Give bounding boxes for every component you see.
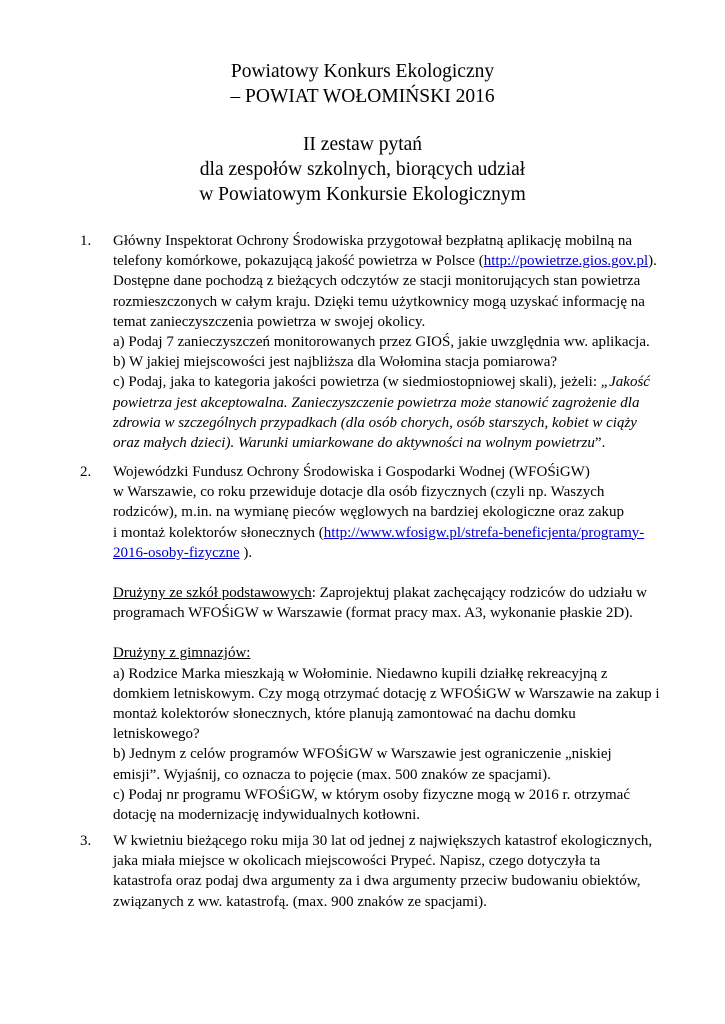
text-line: w Warszawie, co roku przewiduje dotacje dla osób fizycznych (czyli np. Waszych — [113, 484, 605, 501]
text-line: Wojewódzki Fundusz Ochrony Środowiska i Gospodarki Wodnej (WFOŚiGW) — [113, 464, 590, 480]
text-line: Dostępne dane pochodzą z bieżących odczytów ze stacji monitorujących stan powietrza — [113, 273, 641, 290]
text-fragment: ). — [239, 544, 253, 561]
primary-schools-task — [113, 583, 660, 603]
text-line: temat zanieczyszczenia powietrza w swojej okolicy. — [113, 313, 426, 330]
text-line — [113, 251, 660, 271]
text-line — [113, 543, 660, 563]
question-number: 3. — [80, 833, 92, 849]
text-line: programach WFOŚiGW w Warszawie (format pracy max. A3, wykonanie płaskie 2D). — [113, 605, 633, 622]
question-number: 2. — [80, 464, 92, 480]
quote-line — [113, 433, 660, 453]
text-line: rozmieszczonych w całym kraju. Dzięki temu użytkownicy mogą uzyskać informację na — [113, 293, 645, 310]
text-fragment: i montaż kolektorów słonecznych ( — [113, 524, 324, 541]
middle-schools-label-line — [113, 643, 660, 663]
sub-question-b: b) W jakiej miejscowości jest najbliższa dla Wołomina stacja pomiarowa? — [113, 354, 558, 371]
text-line: dotację na modernizację indywidualnych kotłowni. — [113, 807, 420, 824]
text-line: związanych z ww. katastrofą. (max. 900 znaków ze spacjami). — [113, 893, 487, 910]
subtitle-line-2: dla zespołów szkolnych, biorących udział — [199, 159, 526, 180]
quote-line — [113, 393, 660, 413]
sub-question-a: a) Podaj 7 zanieczyszczeń monitorowanych przez GIOŚ, jakie uwzględnia ww. aplikacja. — [113, 334, 650, 351]
text-line: katastrofa oraz podaj dwa argumenty za i dwa argumenty przeciw budowaniu obiektów, — [113, 873, 641, 890]
text-fragment: ”. — [594, 435, 606, 452]
wfosigw-link[interactable]: http://www.wfosigw.pl/strefa-beneficjenta/programy- — [323, 524, 645, 541]
quote-fragment: oraz małych dzieci). Warunki umiarkowane do aktywności na wolnym powietrzu — [113, 435, 595, 452]
question-3 — [80, 831, 660, 912]
text-fragment: : Zaprojektuj plakat zachęcający rodziców do udziału w — [311, 585, 647, 602]
gios-link[interactable]: http://powietrze.gios.gov.pl — [483, 253, 649, 270]
question-body — [113, 462, 660, 825]
text-line: rodziców), m.in. na wymianę pieców węglowych na bardziej ekologiczne oraz zakup — [113, 504, 625, 521]
quote-fragment: powietrza jest akceptowalna. Zanieczyszczenie powietrza może stanowić zagrożenie dla — [113, 394, 640, 411]
wfosigw-link-continued[interactable]: 2016-osoby-fizyczne — [113, 544, 240, 561]
text-fragment: c) Podaj, jaka to kategoria jakości powietrza (w siedmiostopniowej skali), jeżeli: — [113, 374, 601, 391]
question-body — [113, 831, 660, 912]
text-line: jaka miała miejsce w okolicach miejscowości Prypeć. Napisz, czego dotyczyła ta — [113, 853, 601, 870]
quote-fragment: zdrowia w szczególnych przypadkach (dla osób chorych, osób starszych, kobiet w ciąży — [113, 414, 637, 431]
sub-question-b: b) Jednym z celów programów WFOŚiGW w Warszawie jest ograniczenie „niskiej — [113, 746, 612, 763]
text-line: montaż kolektorów słonecznych, które planują zamontować na dachu domku — [113, 706, 576, 723]
text-line: letniskowego? — [113, 726, 200, 743]
sub-question-a: a) Rodzice Marka mieszkają w Wołominie. Niedawno kupili działkę rekreacyjną z — [113, 665, 608, 682]
middle-schools-label: Drużyny z gimnazjów: — [113, 645, 251, 662]
quote-fragment: „Jakość — [600, 374, 650, 391]
sub-question-c: c) Podaj nr programu WFOŚiGW, w którym osoby fizyczne mogą w 2016 r. otrzymać — [113, 786, 630, 803]
text-line: W kwietniu bieżącego roku mija 30 lat od jednej z największych katastrof ekologicznych, — [113, 833, 653, 849]
quote-line — [113, 413, 660, 433]
text-line: Główny Inspektorat Ochrony Środowiska przygotował bezpłatną aplikację mobilną na — [113, 233, 633, 249]
document-title — [0, 59, 725, 109]
question-1 — [80, 231, 660, 453]
text-fragment: ). — [648, 253, 657, 270]
subtitle-line-3: w Powiatowym Konkursie Ekologicznym — [199, 184, 526, 205]
text-line: emisji”. Wyjaśnij, co oznacza to pojęcie (max. 500 znaków ze spacjami). — [113, 766, 551, 783]
text-fragment: telefony komórkowe, pokazującą jakość powietrza w Polsce ( — [113, 253, 484, 270]
question-number: 1. — [80, 233, 92, 249]
question-2 — [80, 462, 660, 825]
sub-question-c — [113, 372, 660, 392]
document-subtitle — [0, 132, 725, 207]
text-line: domkiem letniskowym. Czy mogą otrzymać dotację z WFOŚiGW w Warszawie na zakup i — [113, 685, 660, 702]
title-line-2: – POWIAT WOŁOMIŃSKI 2016 — [230, 86, 495, 107]
title-line-1: Powiatowy Konkurs Ekologiczny — [230, 61, 495, 82]
subtitle-line-1: II zestaw pytań — [302, 134, 423, 155]
question-body — [113, 231, 660, 453]
primary-schools-label: Drużyny ze szkół podstawowych — [113, 585, 312, 602]
text-line — [113, 523, 660, 543]
